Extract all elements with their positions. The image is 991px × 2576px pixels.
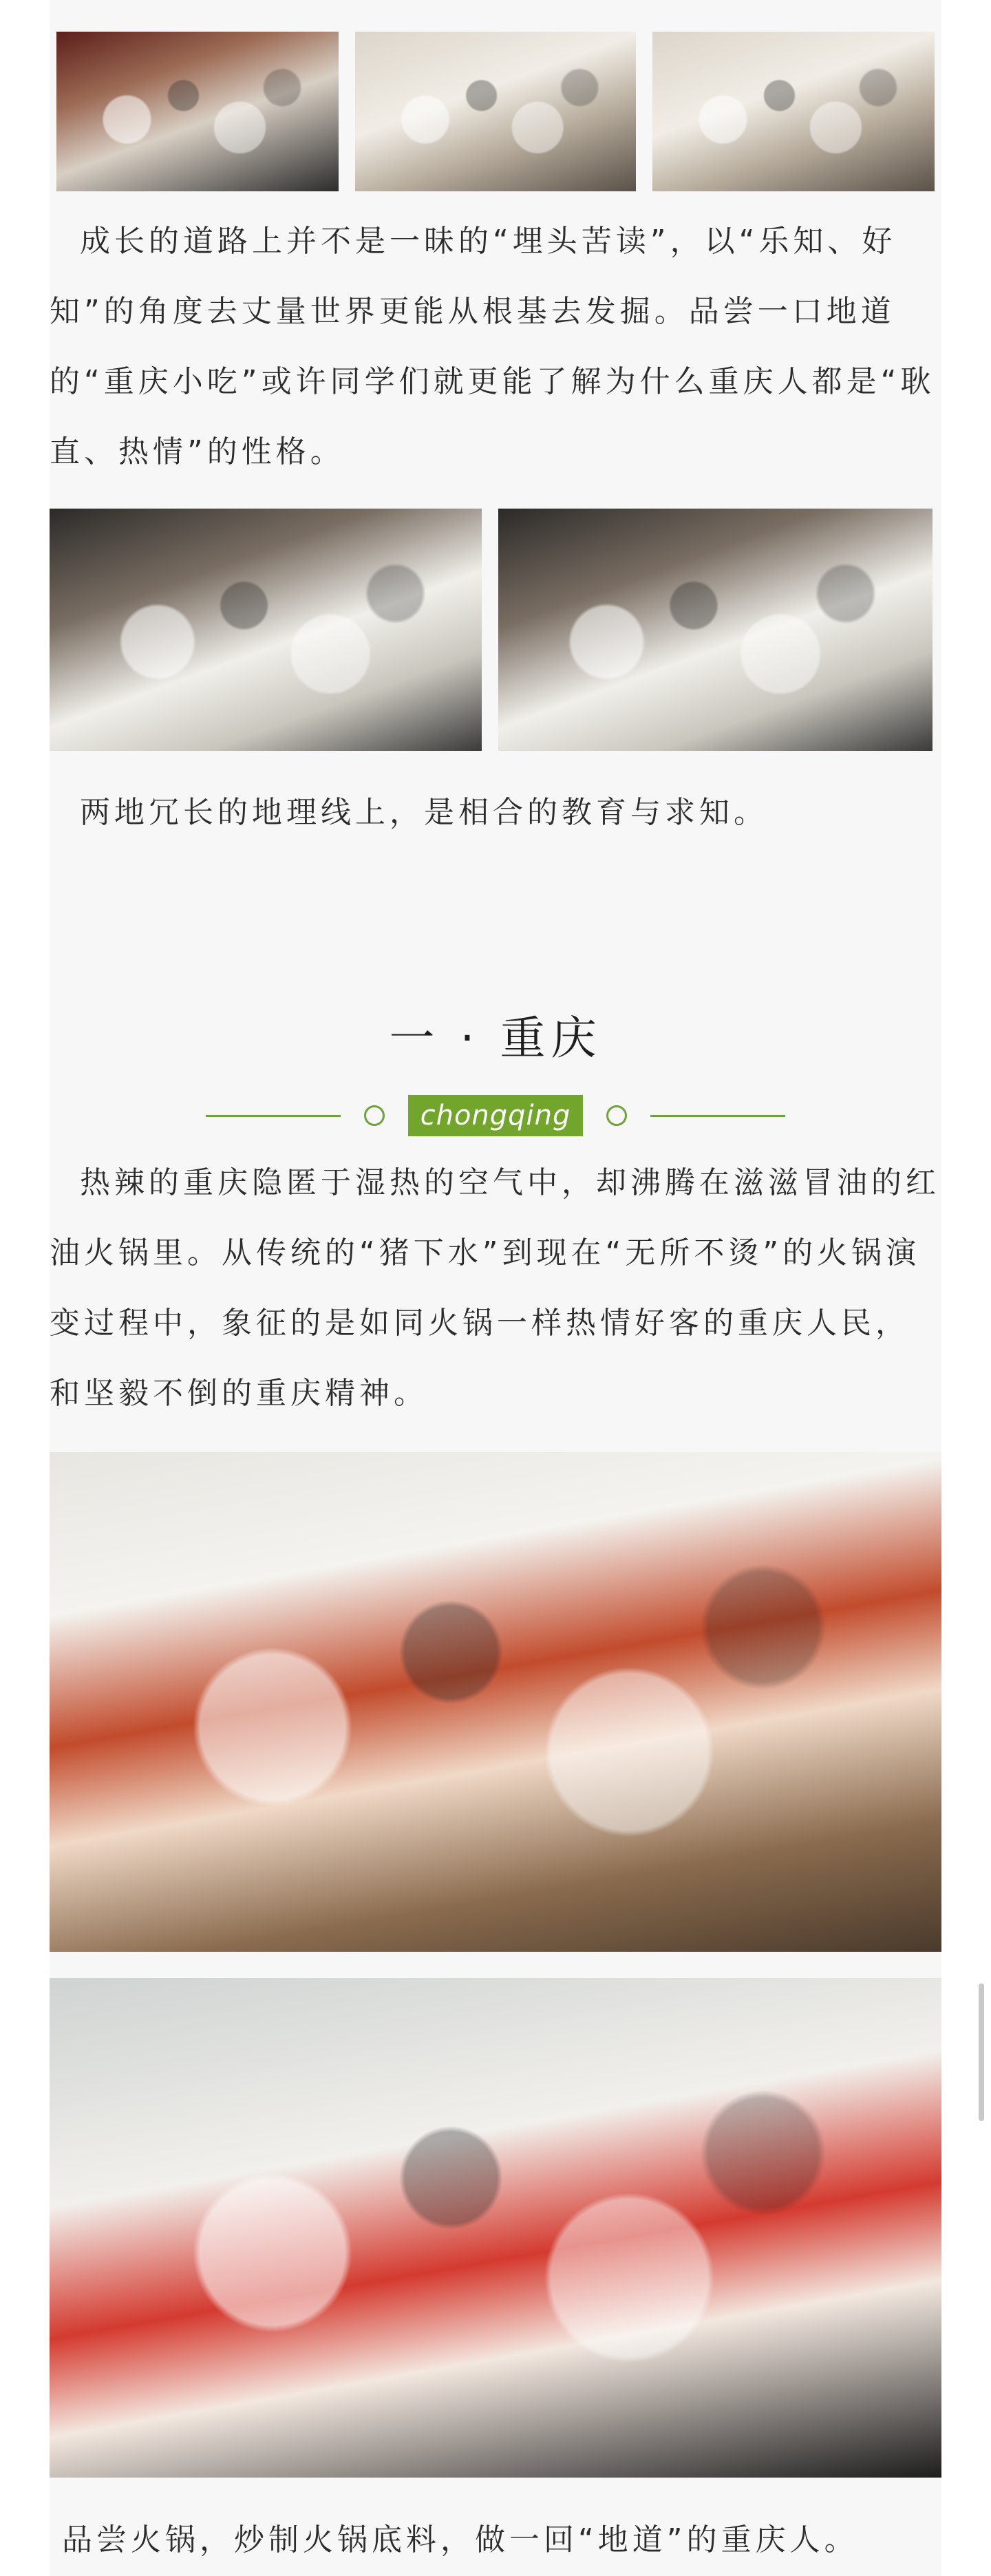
top-photo-row	[56, 32, 935, 191]
museum-coin-photo	[56, 32, 339, 191]
hotpot-market-photo	[50, 1452, 941, 1952]
intro-paragraph: 成长的道路上并不是一昧的“埋头苦读”，以“乐知、好知”的角度去丈量世界更能从根基去发掘。品尝一口地道的“重庆小吃”或许同学们就更能了解为什么重庆人都是“耿直、热情”的性格。	[50, 224, 935, 469]
page-scrollbar[interactable]	[979, 1983, 984, 2121]
hotpot-tasting-photo	[50, 1978, 941, 2478]
section-caption: 品尝火锅，炒制火锅底料，做一回“地道”的重庆人。	[62, 2522, 859, 2557]
divider-line-left	[206, 1115, 341, 1117]
divider-line-right	[650, 1115, 785, 1117]
section-paragraph: 热辣的重庆隐匿于湿热的空气中，却沸腾在滋滋冒油的红油火锅里。从传统的“猪下水”到现在“无所不烫”的火锅演变过程中，象征的是如同火锅一样热情好客的重庆人民，和坚毅不倒的重庆精神。	[50, 1165, 940, 1411]
street-snack-photo-left	[50, 509, 482, 751]
exhibit-visitors-photo	[652, 32, 935, 191]
exhibition-hall-photo	[355, 32, 636, 191]
bridge-caption: 两地冗长的地理线上，是相合的教育与求知。	[80, 795, 768, 830]
divider-circle-right	[606, 1105, 627, 1126]
section-tag: chongqing	[408, 1095, 584, 1136]
street-snack-photo-right	[498, 509, 933, 751]
street-photo-row	[50, 509, 933, 751]
section-divider	[0, 1095, 991, 1136]
divider-circle-left	[364, 1105, 385, 1126]
section-title: 一 · 重庆	[389, 1012, 602, 1065]
